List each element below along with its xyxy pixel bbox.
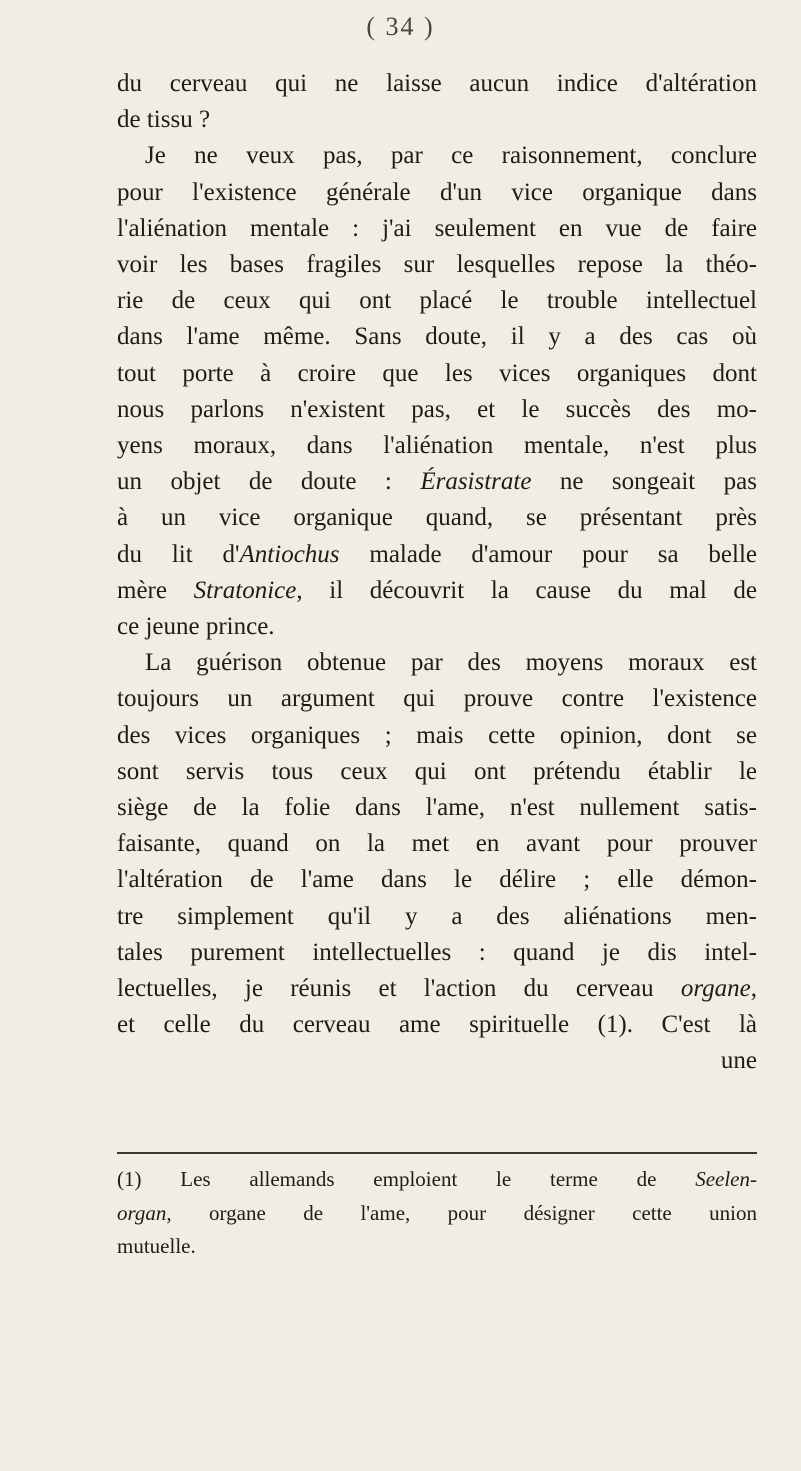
text-line: du cerveau qui ne laisse aucun indice d'altération [117,70,757,97]
text-line: voir les bases fragiles sur lesquelles repose la théo- [117,251,757,279]
name-erasistrate: Érasistrate [420,468,532,496]
footnote [117,1163,757,1264]
text-line: lectuelles, je réunis et l'action du cerveau organe, [117,975,757,1003]
footnote-line: (1) Les allemands emploient le terme de Seelen- [117,1167,757,1191]
catchword: une [720,1047,757,1075]
term-organ: organ [117,1200,167,1225]
text-line: mère Stratonice, il découvrit la cause du mal de [117,576,757,604]
text-line: tre simplement qu'il y a des aliénations men- [117,902,757,930]
text-line: ce jeune prince. [117,613,275,641]
text-line: sont servis tous ceux qui ont prétendu établir le [117,757,757,785]
footnote-line: mutuelle. [117,1234,196,1258]
text-line: faisante, quand on la met en avant pour prouver [117,830,757,858]
text-line: rie de ceux qui ont placé le trouble intellectuel [117,287,757,315]
page-number: ( 34 ) [366,12,435,41]
text-line: La guérison obtenue par des moyens moraux est [145,649,757,677]
text-line: et celle du cerveau ame spirituelle (1). C'est là [117,1011,757,1039]
text-line: Je ne veux pas, par ce raisonnement, conclure [145,142,757,170]
text-line: des vices organiques ; mais cette opinion, dont se [117,721,757,749]
text-line: pour l'existence générale d'un vice organique dans [117,178,757,206]
name-stratonice: Stratonice [193,576,297,604]
text-line: nous parlons n'existent pas, et le succès des mo- [117,395,757,423]
main-text [117,66,757,1080]
term-organe: organe [680,975,751,1003]
footnote-line: organ, organe de l'ame, pour désigner cette union [117,1200,757,1225]
text-line: toujours un argument qui prouve contre l'existence [117,685,757,713]
term-seelen: Seelen- [695,1167,757,1191]
text-line: du lit d'Antiochus malade d'amour pour sa belle [117,540,758,568]
text-line: l'aliénation mentale : j'ai seulement en vue de faire [117,214,757,242]
footnote-rule [117,1152,757,1154]
text-line: siège de la folie dans l'ame, n'est nullement satis- [117,794,757,822]
text-line: l'altération de l'ame dans le délire ; elle démon- [117,866,757,894]
text-line: tales purement intellectuelles : quand je dis intel- [117,938,757,966]
text-line: dans l'ame même. Sans doute, il y a des cas où [117,323,757,351]
text-line: tout porte à croire que les vices organiques dont [117,359,757,387]
name-antiochus: Antiochus [239,540,340,568]
text-line: à un vice organique quand, se présentant près [117,504,757,532]
text-line: un objet de doute : Érasistrate ne songeait pas [117,468,758,496]
text-line: yens moraux, dans l'aliénation mentale, n'est plus [117,432,757,460]
text-line: de tissu ? [117,106,211,134]
